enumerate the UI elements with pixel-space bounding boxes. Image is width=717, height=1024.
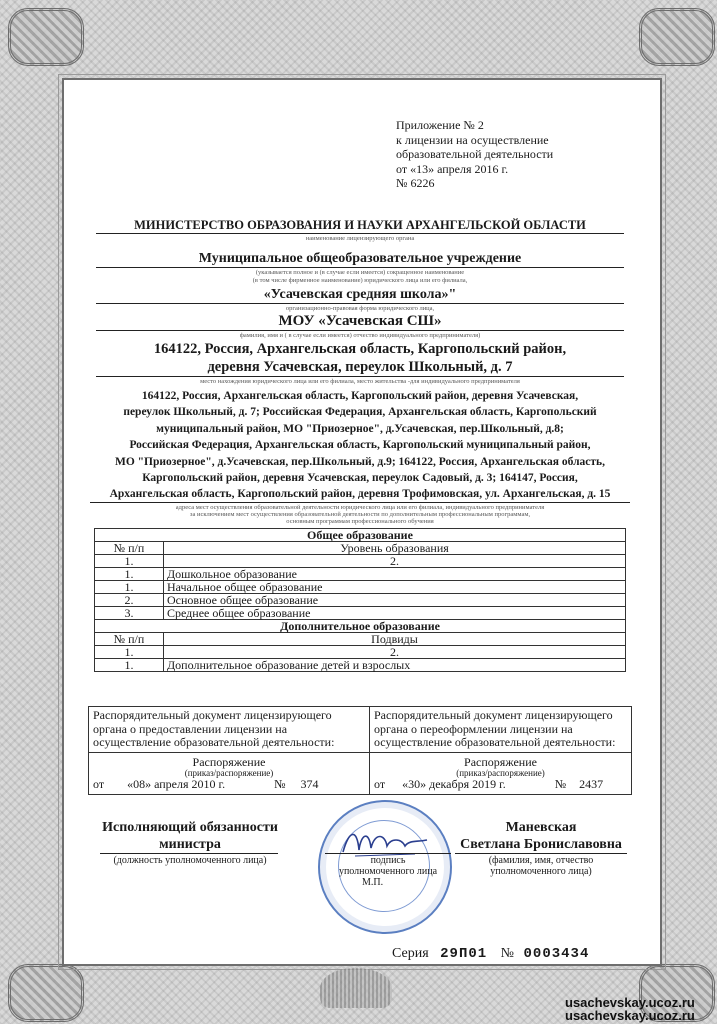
activity-caption: за исключением мест осуществления образовательной деятельности по дополнительным профессиональным программам, [189, 511, 531, 518]
appendix-line: от «13» апреля 2016 г. [396, 161, 509, 176]
table-title: Дополнительное образование [95, 620, 626, 633]
doc-date: «08» апреля 2010 г. [127, 777, 226, 791]
appendix-line: Приложение № 2 [396, 118, 484, 132]
document-left [89, 707, 370, 753]
signer-position: Исполняющий обязанности [102, 820, 278, 835]
watermark: usachevskay.ucoz.ru [565, 1008, 695, 1023]
activity-place-line: МО "Приозерное", д.Усачевская, пер.Школьный, д.9; 164122, Россия, Архангельская область, [115, 455, 605, 468]
doc-date: «30» декабря 2019 г. [402, 777, 506, 791]
doc-header: органа о предоставлении лицензии на [93, 721, 288, 736]
watermark: usachevskay.ucoz.ru [565, 995, 695, 1010]
doc-from: от [93, 777, 105, 791]
series-number: 0003434 [523, 946, 590, 962]
doc-num-sign: № [274, 777, 286, 791]
licensee-address: 164122, Россия, Архангельская область, Каргопольский район, [153, 341, 567, 357]
table-title: Общее образование [95, 529, 626, 542]
doc-header: осуществление образовательной деятельности: [93, 735, 335, 749]
activity-place-line: муниципальный район, МО "Приозерное", д.Усачевская, пер.Школьный, д.8; [156, 422, 564, 435]
licensee-caption: организационно-правовая форма юридического лица, [285, 305, 435, 312]
licensee-short-name: МОУ «Усачевская СШ» [278, 313, 442, 329]
appendix-line: к лицензии на осуществление [396, 132, 549, 147]
corner-ornament [8, 964, 84, 1022]
row-number: 3. [95, 607, 164, 620]
doc-number: 374 [300, 777, 319, 791]
education-level: Основное общее образование [164, 594, 626, 607]
table-row [95, 659, 626, 672]
table-row [95, 607, 626, 620]
divider [96, 267, 624, 268]
name-caption: уполномоченного лица) [490, 866, 592, 877]
activity-place-line: Российская Федерация, Архангельская область, Каргопольский муниципальный район, [129, 439, 591, 452]
doc-details-right [370, 752, 632, 794]
stamp-place: М.П. [362, 877, 384, 888]
appendix-block [396, 118, 553, 191]
series-code: 29П01 [440, 946, 488, 962]
education-level: Начальное общее образование [164, 581, 626, 594]
sign-caption: подпись [370, 855, 406, 866]
index-cell: 1. [95, 555, 164, 568]
licensee-caption: (в том числе фирменное наименование) юридического лица или его филиала, [252, 277, 468, 284]
series-num-sign: № [500, 946, 515, 961]
address-caption: место нахождения юридического лица или его филиала, место жительства -для индивидуального предпринимателя [200, 378, 520, 385]
doc-header: Распорядительный документ лицензирующего [374, 708, 613, 722]
activity-place-line: Каргопольский район, деревня Усачевская, переулок Садовый, д. 3; 164147, Россия, [142, 472, 578, 485]
licensee-full-name: «Усачевская средняя школа»" [263, 287, 457, 302]
licensee-caption: (указывается полное и (в случае если имеется) сокращенное наименование [255, 269, 465, 276]
document-right [370, 707, 632, 753]
position-caption: (должность уполномоченного лица) [113, 855, 267, 866]
doc-type-caption: (приказ/распоряжение) [456, 768, 545, 778]
column-header: Подвиды [164, 633, 626, 646]
signature-line [325, 853, 451, 854]
doc-header: осуществление образовательной деятельности: [374, 735, 616, 749]
doc-number: 2437 [579, 777, 604, 791]
doc-num-sign: № [554, 777, 567, 791]
doc-type-caption: (приказ/распоряжение) [184, 768, 274, 778]
divider [100, 853, 278, 854]
index-cell: 2. [164, 646, 626, 659]
name-caption: (фамилия, имя, отчество [488, 855, 594, 866]
divider [96, 303, 624, 304]
divider [96, 233, 624, 234]
series-label: Серия [392, 946, 429, 961]
row-number: 2. [95, 594, 164, 607]
row-number: 1. [95, 568, 164, 581]
divider [455, 853, 627, 854]
index-cell: 1. [95, 646, 164, 659]
corner-ornament [639, 8, 715, 66]
education-level: Среднее общее образование [164, 607, 626, 620]
education-subtype: Дополнительное образование детей и взрослых [164, 659, 626, 672]
row-number: 1. [95, 581, 164, 594]
activity-places [88, 388, 632, 503]
signer-name: Светлана Брониславовна [460, 837, 622, 852]
table-row [95, 581, 626, 594]
appendix-line: № 6226 [396, 176, 435, 190]
appendix-line: образовательной деятельности [396, 147, 554, 161]
doc-type: Распоряжение [464, 754, 537, 769]
doc-header: органа о переоформлении лицензии на [374, 721, 573, 736]
bottom-emblem [320, 968, 392, 1008]
activity-place-line: 164122, Россия, Архангельская область, Каргопольский район, деревня Усачевская, [141, 390, 579, 402]
column-header: Уровень образования [164, 542, 626, 555]
corner-ornament [8, 8, 84, 66]
signer-position: министра [159, 837, 221, 852]
divider [96, 330, 624, 331]
authority-caption: наименование лицензирующего органа [305, 235, 415, 242]
series-block [392, 946, 589, 962]
table-row [95, 594, 626, 607]
activity-place-line: переулок Школьный, д. 7; Российская Федерация, Архангельская область, Каргопольский [123, 406, 597, 419]
activity-caption: основным программам профессионального обучения [286, 518, 434, 525]
education-level: Дошкольное образование [164, 568, 626, 581]
doc-header: Распорядительный документ лицензирующего [93, 708, 332, 722]
activity-place-line: Архангельская область, Каргопольский район, деревня Трофимовская, ул. Архангельская, д. 15 [109, 488, 611, 501]
licensee-caption: фамилия, имя и ( в случае если имеется) отчество индивидуального предпринимателя) [239, 332, 481, 339]
index-cell: 2. [164, 555, 626, 568]
activity-caption: адреса мест осуществления образовательной деятельности юридического лица или его филиала, индивидуального предпринимателя [175, 504, 545, 511]
table-row [95, 568, 626, 581]
licensee-type: Муниципальное общеобразовательное учреждение [198, 251, 522, 266]
column-header: № п/п [95, 633, 164, 646]
sign-caption: уполномоченного лица [338, 866, 438, 877]
row-number: 1. [95, 659, 164, 672]
doc-from: от [374, 777, 386, 791]
documents-table [88, 706, 632, 795]
doc-details-left [89, 752, 370, 794]
divider [96, 376, 624, 377]
licensee-address: деревня Усачевская, переулок Школьный, д. 7 [207, 359, 513, 375]
general-education-table [94, 528, 626, 672]
authority-name: МИНИСТЕРСТВО ОБРАЗОВАНИЯ И НАУКИ АРХАНГЕЛЬСКОЙ ОБЛАСТИ [134, 218, 586, 232]
doc-type: Распоряжение [192, 754, 266, 769]
signer-name: Маневская [505, 820, 577, 835]
divider [90, 502, 630, 503]
column-header: № п/п [95, 542, 164, 555]
